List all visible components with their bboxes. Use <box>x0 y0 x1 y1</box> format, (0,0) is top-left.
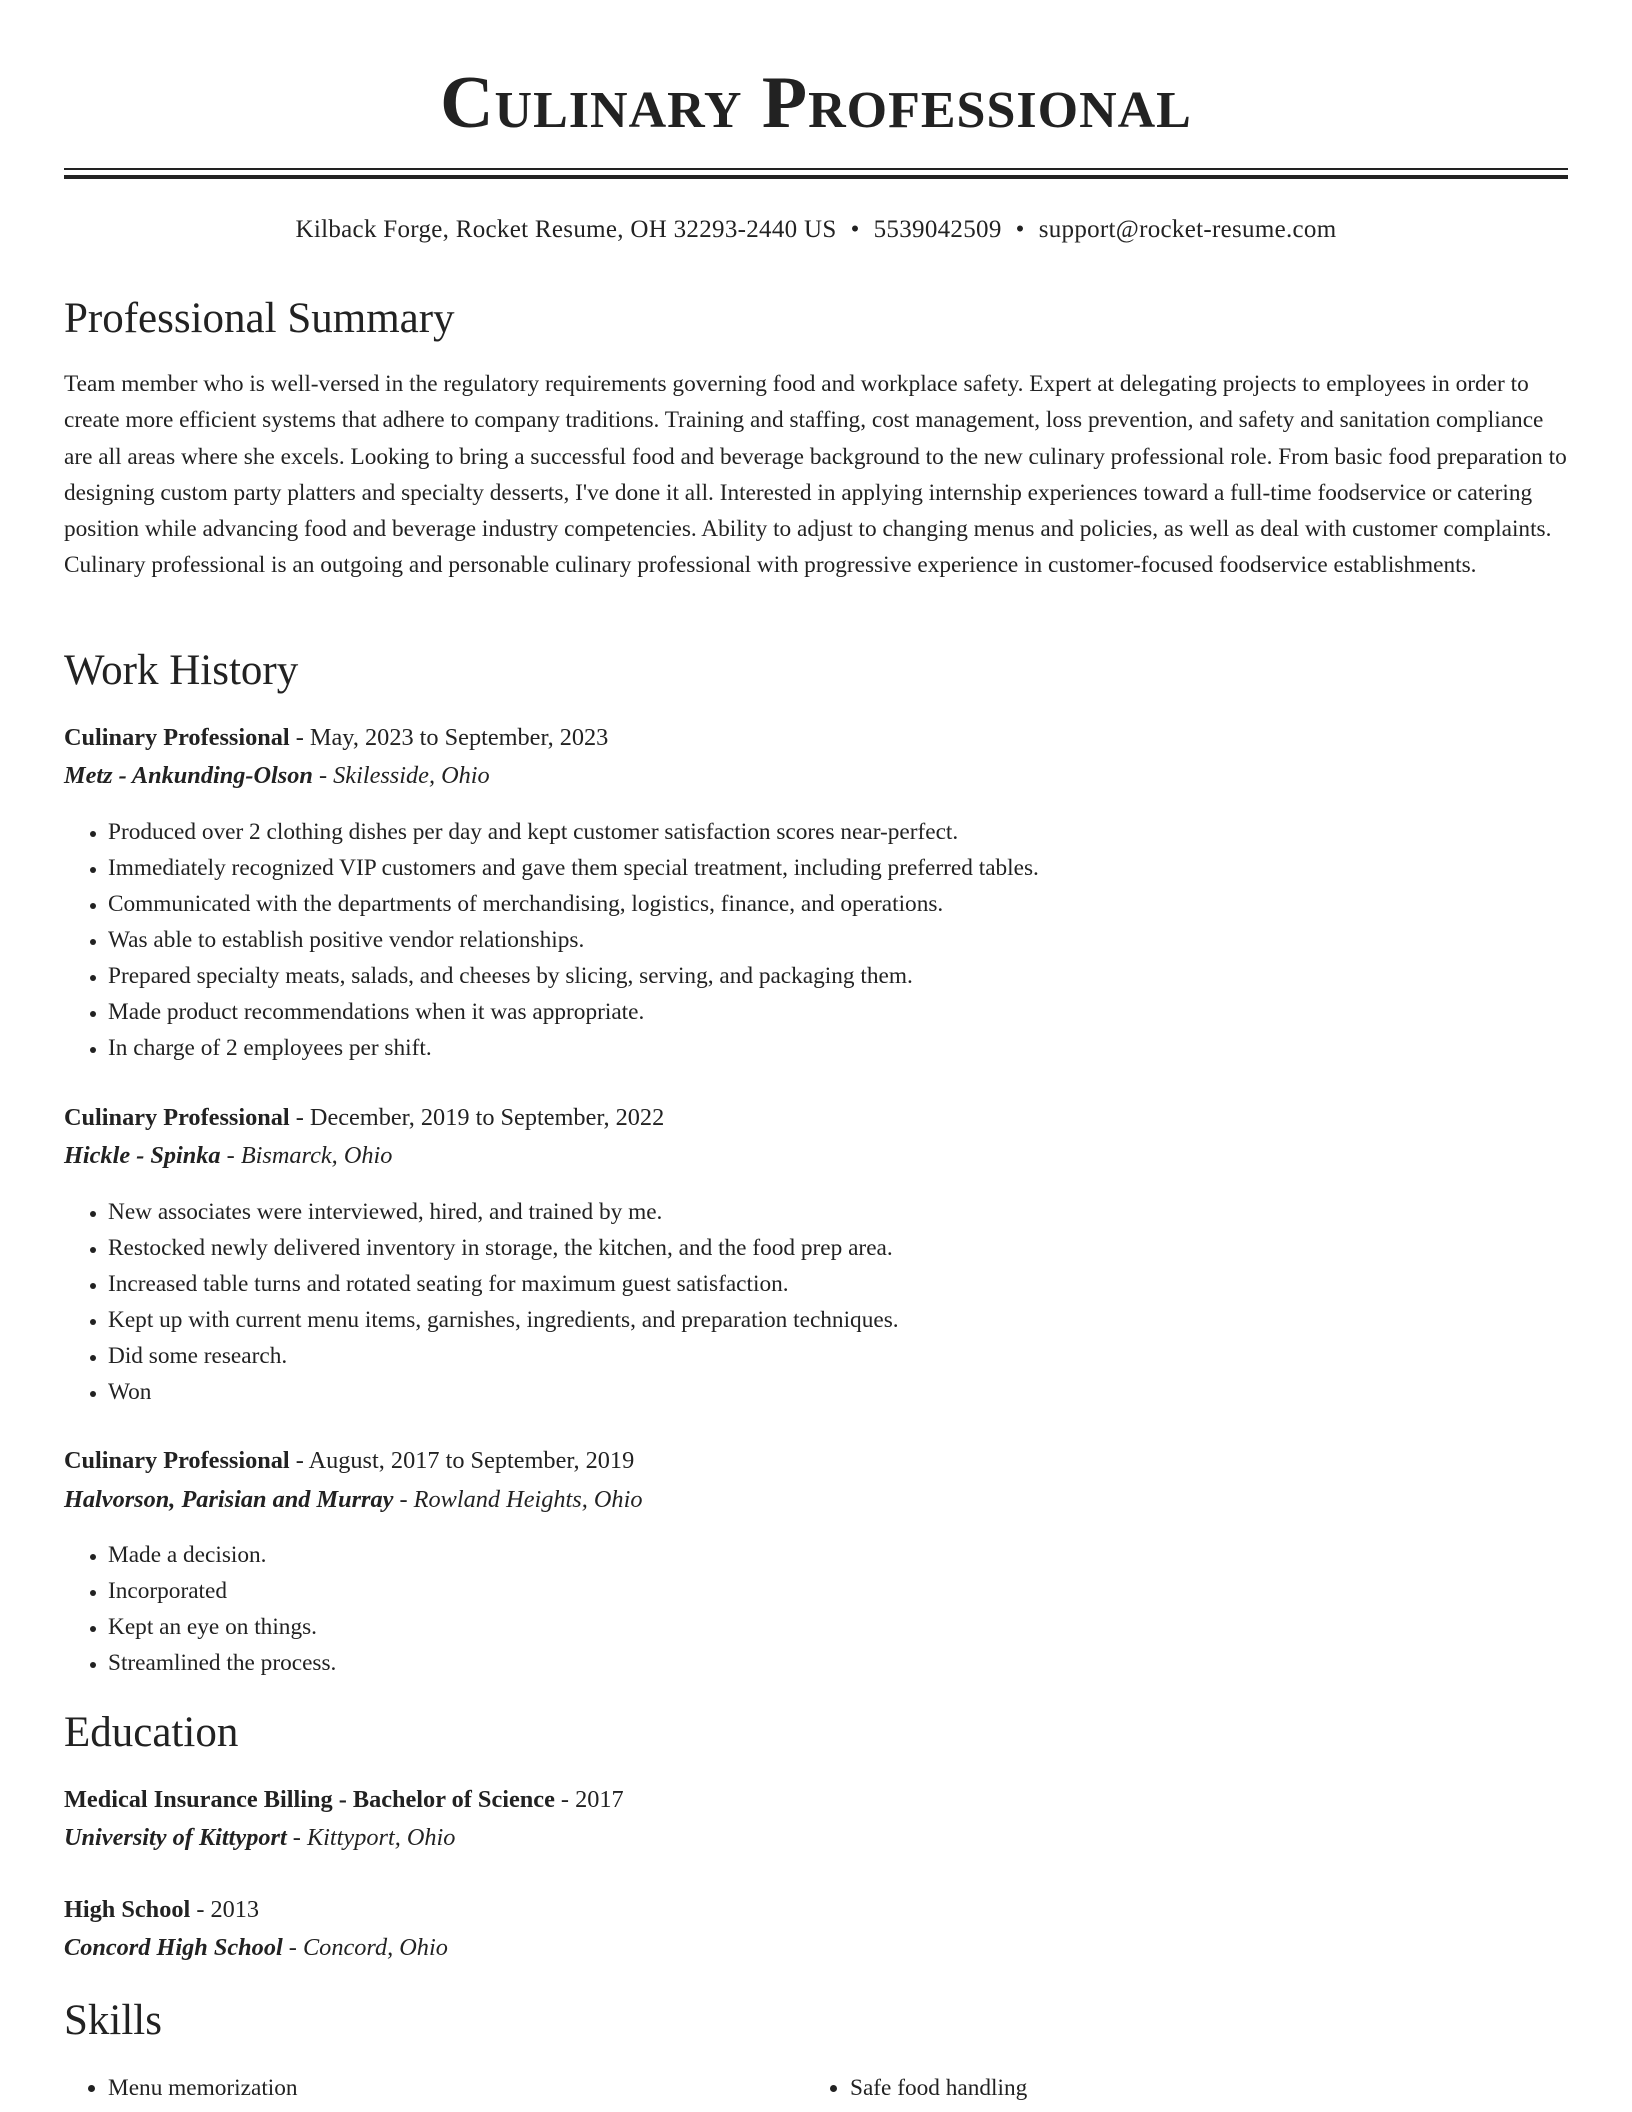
contact-line <box>0 214 1632 246</box>
skill-item: • Menu memorization <box>108 2070 298 2106</box>
job-bullet: • Made a decision. <box>108 1537 336 1573</box>
job-dates: - August, 2017 to September, 2019 <box>289 1447 635 1474</box>
job-bullet: • New associates were interviewed, hired, and trained by me. <box>108 1194 899 1230</box>
job-role: Culinary Professional <box>64 724 290 751</box>
education-header <box>64 1784 624 1816</box>
job-bullet: • Was able to establish positive vendor relationships. <box>108 922 1039 958</box>
job-employer <box>64 1484 642 1516</box>
job-employer <box>64 1140 392 1172</box>
job-location: - Rowland Heights, Ohio <box>393 1486 643 1513</box>
education-degree: High School <box>64 1896 191 1923</box>
summary-text: Team member who is well-versed in the regulatory requirements governing food and workplace safety. Expert at delegating projects to employees in order to create more efficient systems that adhere to company traditions. Training and staffing, cost management, loss prevention, and safety and sanitation compliance are all areas where she excels. Looking to bring a successful food and beverage background to the new culinary professional role. From basic food preparation to designing custom party platters and specialty desserts, I've done it all. Interested in applying internship experiences toward a full-time foodservice or catering position while advancing food and beverage industry competencies. Ability to adjust to changing menus and policies, as well as deal with customer complaints. Culinary professional is an outgoing and personable culinary professional with progressive experience in customer-focused foodservice establishments. <box>64 371 1567 579</box>
job-header <box>64 722 608 754</box>
education-location: - Kittyport, Ohio <box>286 1824 456 1851</box>
education-year: - 2017 <box>554 1786 624 1813</box>
skill-item: • Safe food handling <box>850 2070 1027 2106</box>
education-school: University of Kittyport <box>64 1824 287 1851</box>
section-title-work: Work History <box>64 647 299 694</box>
job-location: - Skilesside, Ohio <box>312 762 490 789</box>
job-company: Metz - Ankunding-Olson <box>64 762 313 789</box>
job-header <box>64 1445 634 1477</box>
job-dates: - December, 2019 to September, 2022 <box>289 1104 665 1131</box>
education-header <box>64 1894 259 1926</box>
job-bullet: • Made product recommendations when it was appropriate. <box>108 994 1039 1030</box>
job-bullets <box>64 814 1039 1066</box>
section-title-education: Education <box>64 1709 239 1756</box>
job-bullet: • Did some research. <box>108 1338 899 1374</box>
job-company: Halvorson, Parisian and Murray <box>64 1486 394 1513</box>
job-company: Hickle - Spinka <box>64 1142 221 1169</box>
contact-email: support@rocket-resume.com <box>1038 216 1337 243</box>
contact-address: Kilback Forge, Rocket Resume, OH 32293-2440 US <box>295 216 837 243</box>
job-bullet: • In charge of 2 employees per shift. <box>108 1030 1039 1066</box>
job-dates: - May, 2023 to September, 2023 <box>289 724 609 751</box>
job-bullets <box>64 1537 336 1681</box>
skills-list-right <box>806 2070 1027 2106</box>
resume-name: Culinary Professional <box>440 62 1192 144</box>
skills-list-left <box>64 2070 298 2106</box>
job-bullets <box>64 1194 899 1410</box>
job-bullet: • Produced over 2 clothing dishes per day and kept customer satisfaction scores near-perfect. <box>108 814 1039 850</box>
job-bullet: • Immediately recognized VIP customers and gave them special treatment, including preferred tables. <box>108 850 1039 886</box>
section-title-summary: Professional Summary <box>64 295 455 342</box>
header-rule-thick <box>64 175 1568 179</box>
education-school: Concord High School <box>64 1934 283 1961</box>
job-bullet: • Restocked newly delivered inventory in storage, the kitchen, and the food prep area. <box>108 1230 899 1266</box>
job-location: - Bismarck, Ohio <box>220 1142 393 1169</box>
contact-separator: • <box>1015 216 1025 243</box>
education-location: - Concord, Ohio <box>282 1934 448 1961</box>
job-bullet: • Streamlined the process. <box>108 1645 336 1681</box>
job-bullet: • Incorporated <box>108 1573 336 1609</box>
job-bullet: • Increased table turns and rotated seating for maximum guest satisfaction. <box>108 1266 899 1302</box>
job-bullet: • Kept an eye on things. <box>108 1609 336 1645</box>
job-role: Culinary Professional <box>64 1104 290 1131</box>
job-bullet: • Kept up with current menu items, garnishes, ingredients, and preparation techniques. <box>108 1302 899 1338</box>
job-role: Culinary Professional <box>64 1447 290 1474</box>
education-school-line <box>64 1822 455 1854</box>
job-bullet: • Won <box>108 1374 899 1410</box>
education-degree: Medical Insurance Billing - Bachelor of Science <box>64 1786 555 1813</box>
contact-phone: 5539042509 <box>873 216 1002 243</box>
job-bullet: • Communicated with the departments of merchandising, logistics, finance, and operations. <box>108 886 1039 922</box>
section-title-skills: Skills <box>64 1997 162 2044</box>
job-bullet: • Prepared specialty meats, salads, and cheeses by slicing, serving, and packaging them. <box>108 958 1039 994</box>
education-year: - 2013 <box>190 1896 260 1923</box>
job-employer <box>64 760 490 792</box>
job-header <box>64 1102 664 1134</box>
education-school-line <box>64 1932 448 1964</box>
contact-separator: • <box>850 216 860 243</box>
header-rule-thin <box>64 168 1568 170</box>
